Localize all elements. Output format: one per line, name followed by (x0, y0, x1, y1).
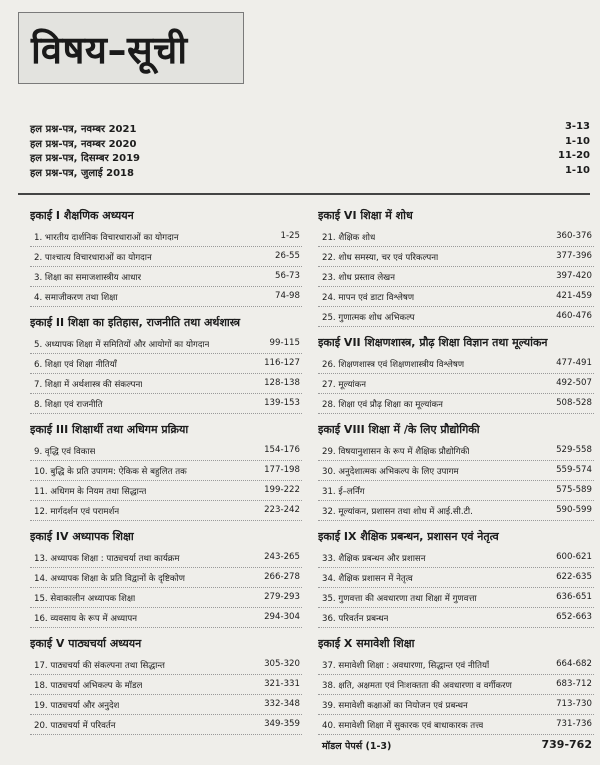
chapter-title: 7. शिक्षा में अर्थशास्त्र की संकल्पना (34, 380, 143, 390)
chapter-row[interactable] (318, 548, 594, 568)
solved-paper-pages: 1-10 (564, 135, 590, 147)
solved-paper-label: हल प्रश्न-पत्र, दिसम्बर 2019 (30, 153, 140, 164)
unit-section (30, 422, 302, 521)
unit-section (30, 208, 302, 307)
chapter-title: 33. शैक्षिक प्रबन्धन और प्रशासन (322, 554, 426, 564)
chapter-title: 34. शैक्षिक प्रशासन में नेतृत्व (322, 574, 413, 584)
chapter-row[interactable] (318, 501, 594, 521)
chapter-title: 2. पाश्चात्य विचारधाराओं का योगदान (34, 253, 152, 263)
chapter-row[interactable] (30, 287, 302, 307)
chapter-row[interactable] (30, 227, 302, 247)
chapter-pages: 199-222 (264, 485, 300, 495)
unit-section (318, 422, 594, 521)
solved-paper-row[interactable] (30, 136, 590, 151)
unit-section (318, 636, 594, 735)
chapter-row[interactable] (318, 247, 594, 267)
solved-paper-label: हल प्रश्न-पत्र, नवम्बर 2021 (30, 124, 137, 135)
chapter-pages: 74-98 (275, 291, 300, 301)
chapter-title: 22. शोध समस्या, चर एवं परिकल्पना (322, 253, 439, 263)
chapter-row[interactable] (30, 481, 302, 501)
chapter-pages: 622-635 (556, 572, 592, 582)
chapter-title: 5. अध्यापक शिक्षा में समितियों और आयोगों का योगदान (34, 340, 210, 350)
chapter-pages: 559-574 (556, 465, 592, 475)
chapter-title: 18. पाठ्यचर्या अभिकल्प के मॉडल (34, 681, 143, 691)
unit-heading: इकाई X समावेशी शिक्षा (318, 637, 415, 650)
unit-heading: इकाई IX शैक्षिक प्रबन्धन, प्रशासन एवं नेतृत्व (318, 530, 499, 543)
unit-section (30, 636, 302, 735)
chapter-row[interactable] (318, 655, 594, 675)
chapter-title: 4. समाजीकरण तथा शिक्षा (34, 293, 118, 303)
chapter-pages: 360-376 (556, 231, 592, 241)
chapter-pages: 508-528 (556, 398, 592, 408)
chapter-pages: 529-558 (556, 445, 592, 455)
chapter-row[interactable] (318, 608, 594, 628)
chapter-pages: 99-115 (269, 338, 300, 348)
chapter-pages: 177-198 (264, 465, 300, 475)
solved-paper-label: हल प्रश्न-पत्र, नवम्बर 2020 (30, 138, 137, 150)
chapter-row[interactable] (30, 675, 302, 695)
chapter-title: 30. अनुदेशात्मक अभिकल्प के लिए उपागम (322, 467, 459, 477)
chapter-row[interactable] (318, 267, 594, 287)
chapter-pages: 223-242 (264, 505, 300, 515)
unit-heading: इकाई VIII शिक्षा में /के लिए प्रौद्योगिकी (318, 423, 480, 436)
chapter-pages: 349-359 (264, 719, 300, 729)
chapter-pages: 421-459 (556, 291, 592, 301)
chapter-row[interactable] (30, 548, 302, 568)
chapter-pages: 332-348 (264, 699, 300, 709)
solved-paper-pages: 1-10 (564, 164, 590, 176)
chapter-title: 19. पाठ्यचर्या और अनुदेश (34, 701, 120, 711)
chapter-title: 13. अध्यापक शिक्षा : पाठ्यचर्या तथा कार्यक्रम (34, 554, 180, 564)
chapter-title: 35. गुणवत्ता की अवधारणा तथा शिक्षा में गुणवत्ता (322, 594, 477, 604)
model-papers-label: मॉडल पेपर्स (1-3) (322, 741, 392, 752)
chapter-row[interactable] (30, 247, 302, 267)
chapter-row[interactable] (30, 334, 302, 354)
chapter-pages: 477-491 (556, 358, 592, 368)
chapter-row[interactable] (30, 441, 302, 461)
solved-papers-list (30, 121, 590, 179)
chapter-row[interactable] (318, 394, 594, 414)
chapter-pages: 636-651 (556, 592, 592, 602)
solved-paper-row[interactable] (30, 121, 590, 136)
chapter-row[interactable] (30, 715, 302, 735)
unit-heading: इकाई III शिक्षार्थी तथा अधिगम प्रक्रिया (30, 423, 189, 436)
chapter-title: 24. मापन एवं डाटा विश्लेषण (322, 293, 415, 303)
chapter-row[interactable] (30, 461, 302, 481)
solved-paper-row[interactable] (30, 165, 590, 180)
chapter-pages: 128-138 (264, 378, 300, 388)
chapter-title: 10. बुद्धि के प्रति उपागम: ऐकिक से बहुलित तक (34, 467, 187, 477)
chapter-title: 37. समावेशी शिक्षा : अवधारणा, सिद्धान्त एवं नीतियाँ (322, 661, 490, 671)
chapter-pages: 377-396 (556, 251, 592, 261)
chapter-pages: 600-621 (556, 552, 592, 562)
chapter-row[interactable] (318, 441, 594, 461)
chapter-row[interactable] (318, 287, 594, 307)
chapter-pages: 664-682 (556, 659, 592, 669)
chapter-row[interactable] (318, 227, 594, 247)
chapter-title: 9. वृद्धि एवं विकास (34, 447, 96, 457)
chapter-row[interactable] (30, 568, 302, 588)
chapter-pages: 397-420 (556, 271, 592, 281)
unit-section (318, 335, 594, 414)
chapter-row[interactable] (30, 394, 302, 414)
model-papers-pages: 739-762 (541, 738, 592, 751)
chapter-pages: 305-320 (264, 659, 300, 669)
solved-paper-pages: 11-20 (558, 150, 590, 161)
chapter-row[interactable] (318, 715, 594, 735)
chapter-title: 16. व्यवसाय के रूप में अध्यापन (34, 614, 138, 624)
title-box (18, 12, 244, 84)
chapter-pages: 243-265 (264, 552, 300, 562)
chapter-title: 38. क्षति, अक्षमता एवं निःशक्तता की अवधारणा व वर्गीकरण (322, 681, 512, 691)
chapter-pages: 294-304 (264, 612, 300, 622)
chapter-title: 15. सेवाकालीन अध्यापक शिक्षा (34, 594, 136, 604)
chapter-row[interactable] (30, 588, 302, 608)
chapter-row[interactable] (30, 374, 302, 394)
chapter-row[interactable] (318, 374, 594, 394)
chapter-pages: 56-73 (275, 271, 300, 281)
chapter-title: 20. पाठ्यचर्या में परिवर्तन (34, 721, 116, 731)
chapter-pages: 590-599 (556, 505, 592, 515)
chapter-pages: 460-476 (556, 311, 592, 321)
chapter-row[interactable] (30, 608, 302, 628)
chapter-pages: 683-712 (556, 679, 592, 689)
chapter-row[interactable] (30, 695, 302, 715)
unit-heading: इकाई II शिक्षा का इतिहास, राजनीति तथा अर्थशास्त्र (30, 316, 241, 329)
chapter-title: 1. भारतीय दार्शनिक विचारधाराओं का योगदान (34, 233, 179, 243)
chapter-title: 12. मार्गदर्शन एवं परामर्शन (34, 507, 120, 517)
chapter-row[interactable] (318, 354, 594, 374)
chapter-title: 25. गुणात्मक शोध अभिकल्प (322, 313, 415, 323)
chapter-title: 32. मूल्यांकन, प्रशासन तथा शोध में आई.सी.टी. (322, 507, 473, 517)
chapter-title: 6. शिक्षा एवं शिक्षा नीतियाँ (34, 360, 117, 370)
chapter-title: 28. शिक्षा एवं प्रौढ़ शिक्षा का मूल्यांकन (322, 400, 443, 410)
unit-section (318, 529, 594, 628)
unit-heading: इकाई VII शिक्षणशास्त्र, प्रौढ़ शिक्षा विज्ञान तथा मूल्यांकन (318, 336, 548, 349)
chapter-row[interactable] (318, 307, 594, 327)
page-title: विषय–सूची (31, 28, 188, 72)
chapter-pages: 731-736 (556, 719, 592, 729)
chapter-title: 31. ई–लर्निंग (322, 487, 365, 497)
chapter-row[interactable] (30, 655, 302, 675)
left-column (30, 208, 302, 743)
chapter-pages: 26-55 (275, 251, 300, 261)
chapter-pages: 1-25 (280, 231, 300, 241)
chapter-title: 40. समावेशी शिक्षा में सुकारक एवं बाधाकारक तत्त्व (322, 721, 484, 731)
chapter-pages: 575-589 (556, 485, 592, 495)
chapter-row[interactable] (318, 695, 594, 715)
unit-section (30, 529, 302, 628)
chapter-pages: 652-663 (556, 612, 592, 622)
chapter-row[interactable] (318, 588, 594, 608)
chapter-pages: 266-278 (264, 572, 300, 582)
chapter-pages: 713-730 (556, 699, 592, 709)
unit-heading: इकाई I शैक्षणिक अध्ययन (30, 209, 134, 222)
chapter-row[interactable] (30, 501, 302, 521)
chapter-pages: 154-176 (264, 445, 300, 455)
right-column (318, 208, 594, 743)
chapter-pages: 279-293 (264, 592, 300, 602)
chapter-title: 17. पाठ्यचर्या की संकल्पना तथा सिद्धान्त (34, 661, 165, 671)
unit-heading: इकाई VI शिक्षा में शोध (318, 209, 413, 222)
chapter-title: 27. मूल्यांकन (322, 380, 367, 390)
chapter-title: 21. शैक्षिक शोध (322, 233, 376, 243)
chapter-row[interactable] (318, 568, 594, 588)
chapter-row[interactable] (30, 354, 302, 374)
chapter-title: 23. शोध प्रस्ताव लेखन (322, 273, 395, 283)
chapter-title: 3. शिक्षा का समाजशास्त्रीय आधार (34, 273, 142, 283)
divider (18, 193, 590, 195)
chapter-title: 29. विषयानुशासन के रूप में शैक्षिक प्रौद्योगिकी (322, 447, 470, 457)
chapter-row[interactable] (30, 267, 302, 287)
solved-paper-row[interactable] (30, 150, 590, 165)
chapter-pages: 116-127 (264, 358, 300, 368)
chapter-row[interactable] (318, 481, 594, 501)
chapter-pages: 139-153 (264, 398, 300, 408)
chapter-title: 11. अधिगम के नियम तथा सिद्धान्त (34, 487, 147, 497)
chapter-title: 39. समावेशी कक्षाओं का नियोजन एवं प्रबन्धन (322, 701, 468, 711)
unit-heading: इकाई IV अध्यापक शिक्षा (30, 530, 134, 543)
chapter-title: 14. अध्यापक शिक्षा के प्रति विद्वानों के दृष्टिकोण (34, 574, 185, 584)
chapter-title: 8. शिक्षा एवं राजनीति (34, 400, 103, 410)
unit-section (318, 208, 594, 327)
chapter-pages: 321-331 (264, 679, 300, 689)
model-papers-entry[interactable] (318, 738, 594, 754)
chapter-title: 36. परिवर्तन प्रबन्धन (322, 614, 389, 624)
chapter-title: 26. शिक्षणशास्त्र एवं शिक्षणशास्त्रीय विश्लेषण (322, 360, 465, 370)
solved-paper-label: हल प्रश्न-पत्र, जुलाई 2018 (30, 167, 134, 179)
chapter-row[interactable] (318, 675, 594, 695)
chapter-pages: 492-507 (556, 378, 592, 388)
unit-heading: इकाई V पाठ्यचर्या अध्ययन (30, 637, 142, 650)
unit-section (30, 315, 302, 414)
chapter-row[interactable] (318, 461, 594, 481)
solved-paper-pages: 3-13 (564, 121, 590, 132)
